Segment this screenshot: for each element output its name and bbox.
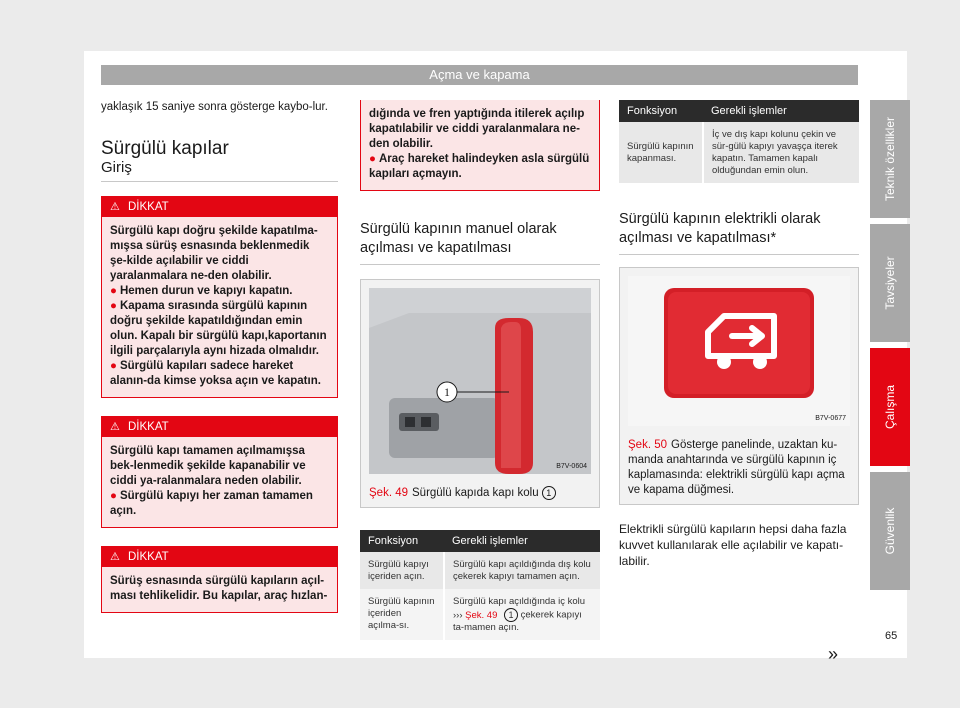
column-middle <box>360 100 600 640</box>
divider <box>101 181 338 182</box>
warning-bullet: ● Araç hareket halindeyken asla sürgülü kapıları açmayın. <box>369 153 590 180</box>
subsection-title-intro: Giriş <box>101 159 132 176</box>
column-right <box>619 100 859 569</box>
warning-body <box>361 100 599 190</box>
figure-label: Şek. 49 <box>369 487 408 500</box>
warning-body <box>102 567 337 612</box>
cross-reference-link[interactable]: ››› Şek. 49 <box>453 609 498 621</box>
reference-number: 1 <box>542 486 556 500</box>
warning-body <box>102 437 337 527</box>
table-header: Fonksiyon <box>360 530 444 552</box>
figure-label: Şek. 50 <box>628 439 667 451</box>
warning-label: DİKKAT <box>128 201 169 213</box>
reference-number: 1 <box>504 608 518 622</box>
bullet-icon: ● <box>110 360 117 372</box>
warning-bullet: ● Hemen durun ve kapıyı kapatın. <box>110 285 293 297</box>
table-row <box>360 552 600 589</box>
body-text: Elektrikli sürgülü kapıların hepsi daha fazla kuvvet kullanılarak elle açılabilir ve kapatı-labilir. <box>619 522 847 568</box>
continue-arrow-icon: » <box>828 644 839 664</box>
warning-bullet: ● Kapama sırasında sürgülü kapının doğru şekilde kapatıldığından emin olun. Kapalı bir sürgülü kapı,kaportanın ilgili parçalarıyla aynı hizada olmalıdır. <box>110 300 327 357</box>
table-row <box>619 122 859 183</box>
bullet-icon: ● <box>110 300 117 312</box>
section-title-electric: Sürgülü kapının elektrikli olarak açılması ve kapatılması* <box>619 207 859 255</box>
section-title-manual: Sürgülü kapının manuel olarak açılması ve kapatılması <box>360 217 600 265</box>
warning-triangle-icon: ⚠ <box>110 421 120 433</box>
warning-box-continued <box>360 100 600 191</box>
closing-operation-table <box>619 100 859 183</box>
warning-header <box>102 197 337 217</box>
table-cell: İç ve dış kapı kolunu çekin ve sür-gülü kapıyı yavaşça iterek kapatın. Tamamen kapalı olduğundan emin olun. <box>703 122 859 183</box>
warning-header <box>102 417 337 437</box>
warning-triangle-icon: ⚠ <box>110 551 120 563</box>
warning-label: DİKKAT <box>128 421 169 433</box>
figure-caption-text: Sürgülü kapıda kapı kolu <box>412 487 539 500</box>
figure-49 <box>360 279 600 508</box>
table-header: Gerekli işlemler <box>444 530 600 552</box>
table-header: Fonksiyon <box>619 100 703 122</box>
warning-triangle-icon: ⚠ <box>110 201 120 213</box>
callout-number: 1 <box>444 385 450 399</box>
page-number: 65 <box>885 630 898 642</box>
warning-text: Sürgülü kapı tamamen açılmamışsa bek-lenmedik şekilde kapanabilir ve ciddi ya-ralanmalara neden olabilir. <box>110 445 306 487</box>
side-tab-tips[interactable]: Tavsiyeler <box>870 224 910 342</box>
side-tab-technical[interactable]: Teknik özellikler <box>870 100 910 218</box>
bullet-icon: ● <box>110 285 117 297</box>
figure-caption-text: Gösterge panelinde, uzaktan ku-manda anahtarında ve sürgülü kapının iç kaplamasında: elektrikli sürgülü kapı açma ve kapama düğmesi. <box>628 439 845 496</box>
column-left <box>101 100 338 613</box>
warning-header <box>102 547 337 567</box>
bullet-icon: ● <box>369 153 376 165</box>
table-cell: Sürgülü kapının içeriden açılma-sı. <box>360 589 444 640</box>
door-button-illustration <box>628 276 850 426</box>
warning-text: dığında ve fren yaptığında itilerek açılıp kapatılabilir ve ciddi yaralanmalara ne-den olabilir. <box>369 108 585 150</box>
table-cell: Sürgülü kapı açıldığında iç kolu ››› Şek. 49 1 çekerek kapıyı ta-mamen açın. <box>444 589 600 640</box>
page-header: Açma ve kapama <box>101 65 858 85</box>
figure-code: B7V-0604 <box>556 463 587 470</box>
figure-caption <box>620 434 858 504</box>
warning-box-2 <box>101 416 338 528</box>
side-tab-safety[interactable]: Güvenlik <box>870 472 910 590</box>
door-handle-image <box>369 288 591 474</box>
table-row <box>360 589 600 640</box>
manual-operation-table <box>360 530 600 640</box>
side-tab-operation[interactable]: Çalışma <box>870 348 910 466</box>
door-handle-illustration <box>369 288 591 474</box>
table-cell: Sürgülü kapı açıldığında dış kolu çekerek kapıyı tamamen açın. <box>444 552 600 589</box>
table-cell: Sürgülü kapıyı içeriden açın. <box>360 552 444 589</box>
warning-text: Sürgülü kapı doğru şekilde kapatılma-mışsa sürüş esnasında beklenmedik şe-kilde açılabilir ve ciddi yaralanmalara ne-den olabilir. <box>110 225 318 282</box>
section-title-sliding-doors: Sürgülü kapılar <box>101 138 229 159</box>
warning-box-3 <box>101 546 338 613</box>
figure-caption <box>361 482 599 507</box>
bullet-icon: ● <box>110 490 117 502</box>
warning-bullet: ● Sürgülü kapıyı her zaman tamamen açın. <box>110 490 313 517</box>
warning-text: Sürüş esnasında sürgülü kapıların açıl-ması tehlikelidir. Bu kapılar, araç hızlan- <box>110 575 328 602</box>
warning-bullet: ● Sürgülü kapıları sadece hareket alanın-da kimse yoksa açın ve kapatın. <box>110 360 321 387</box>
electric-door-button-image <box>628 276 850 426</box>
figure-code: B7V-0677 <box>815 415 846 422</box>
table-cell: Sürgülü kapının kapanması. <box>619 122 703 183</box>
figure-50 <box>619 267 859 505</box>
table-header: Gerekli işlemler <box>703 100 859 122</box>
warning-body <box>102 217 337 397</box>
intro-text: yaklaşık 15 saniye sonra gösterge kaybo-lur. <box>101 101 328 113</box>
warning-label: DİKKAT <box>128 551 169 563</box>
warning-box-1 <box>101 196 338 398</box>
